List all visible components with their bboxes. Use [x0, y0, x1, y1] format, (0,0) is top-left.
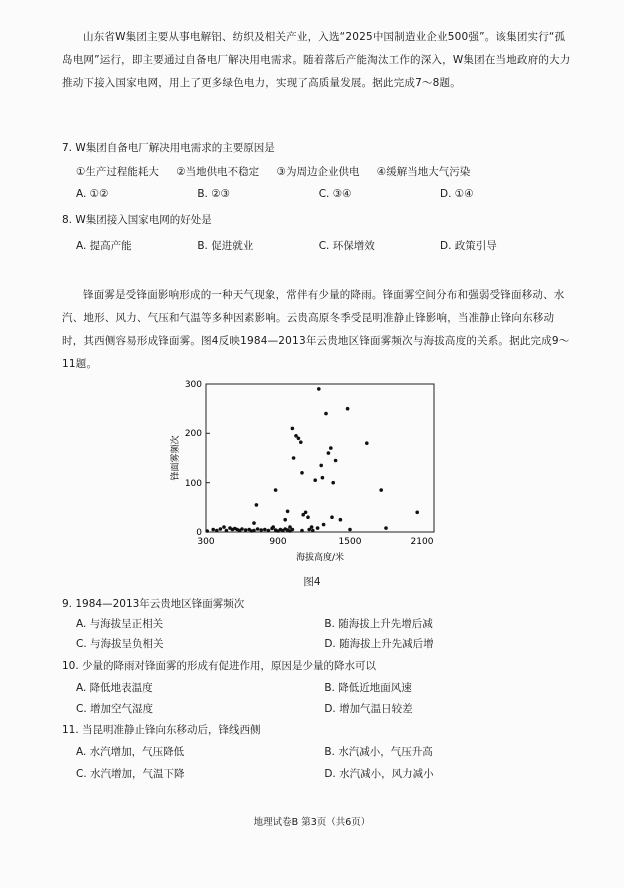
statement: ④缓解当地大气污染 [376, 166, 471, 178]
y-tick-label: 100 [184, 479, 202, 489]
data-point [330, 515, 334, 519]
question-11-stem: 11. 当昆明准静止锋向东移动后，锋线西侧 [62, 724, 261, 736]
option-b: B. 促进就业 [197, 240, 254, 252]
data-point [288, 525, 292, 529]
y-axis-label: 锋面雾频次 [171, 435, 181, 481]
data-point [322, 523, 326, 527]
option-c: C. ③④ [318, 188, 352, 200]
data-point [384, 526, 388, 530]
data-point [297, 437, 301, 441]
question-9-options-row2 [76, 636, 546, 651]
option-d: D. 增加气温日较差 [324, 703, 413, 715]
option-a: A. 降低地表温度 [76, 682, 153, 694]
x-axis-ticks [197, 537, 433, 547]
data-point [339, 518, 343, 522]
x-tick-label: 900 [269, 537, 287, 547]
plot-frame [206, 384, 434, 532]
data-point [334, 459, 338, 463]
data-point [304, 511, 308, 515]
option-d: D. 水汽减小，风力减小 [324, 768, 434, 780]
option-c: C. 环保增效 [318, 240, 375, 252]
x-tick-label: 2100 [410, 537, 434, 547]
option-d: D. 政策引导 [440, 240, 497, 252]
data-point [244, 528, 248, 532]
data-point [329, 446, 333, 450]
passage-w-group: 山东省W集团主要从事电解铝、纺织及相关产业，入选“2025中国制造业企业500强”。该集团实行“孤岛电网”运行，即主要通过自备电厂解决用电需求。随着落后产能淘汰工作的深入，W集团在当地政府的大力推动下接入国家电网，用上了更多绿色电力，实现了高质量发展。据此完成7～8题。 [62, 31, 571, 89]
question-11-options-row1 [76, 744, 546, 759]
data-point [211, 528, 215, 532]
option-c: C. 与海拔呈负相关 [76, 638, 164, 650]
data-point [255, 503, 259, 507]
data-point [263, 528, 267, 532]
data-point [240, 527, 244, 531]
data-point [252, 529, 256, 533]
data-point [283, 518, 287, 522]
data-point [300, 471, 304, 475]
data-point [313, 478, 317, 482]
option-c: C. 水汽增加，气温下降 [76, 768, 185, 780]
data-point [252, 521, 256, 525]
question-10-options-row2 [76, 701, 546, 716]
data-point [307, 528, 311, 532]
y-tick-label: 0 [196, 528, 202, 538]
page-footer: 地理试卷B 第3页（共6页） [253, 817, 371, 828]
data-point [316, 526, 320, 530]
data-point [324, 412, 328, 416]
figure-caption: 图4 [303, 576, 321, 588]
question-7-options [76, 188, 546, 200]
y-tick-label: 200 [184, 429, 202, 439]
statement: ③为周边企业供电 [276, 166, 360, 178]
x-tick-label: 300 [197, 537, 215, 547]
data-point [215, 529, 219, 533]
passage-frontal-fog: 锋面雾是受锋面影响形成的一种天气现象，常伴有少量的降雨。锋面雾空间分布和强弱受锋面移动、水汽、地形、风力、气压和气温等多种因素影响。云贵高原冬季受昆明准静止锋影响，当准静止锋向东移动时，其西侧容易形成锋面雾。图4反映1984—2013年云贵地区锋面雾频次与海拔高度的关系。据此完成9～11题。 [62, 289, 570, 370]
question-7-stem: 7. W集团自备电厂解决用电需求的主要原因是 [62, 142, 275, 154]
option-b: B. ②③ [197, 188, 231, 200]
scatter-chart [160, 376, 450, 572]
data-point [306, 515, 310, 519]
data-point [205, 529, 209, 533]
option-a: A. ①② [76, 188, 109, 200]
y-tick-label: 300 [184, 380, 202, 390]
statement: ②当地供电不稳定 [176, 166, 260, 178]
data-point [346, 407, 350, 411]
data-point [259, 528, 263, 532]
data-point [415, 511, 419, 515]
data-point [311, 529, 315, 533]
data-point [348, 528, 352, 532]
statement: ①生产过程能耗大 [76, 166, 159, 178]
option-b: B. 水汽减小，气压升高 [324, 746, 433, 758]
data-point [292, 456, 296, 460]
data-point [317, 387, 321, 391]
data-point [299, 440, 303, 444]
data-point [225, 529, 229, 533]
data-point [327, 451, 331, 455]
data-point [321, 476, 325, 480]
option-a: A. 与海拔呈正相关 [76, 618, 164, 630]
option-d: D. ①④ [440, 188, 474, 200]
question-11-options-row2 [76, 766, 546, 781]
data-point [271, 525, 275, 529]
x-axis-label: 海拔高度/米 [295, 553, 345, 563]
data-point [379, 488, 383, 492]
question-8-options [76, 238, 546, 253]
option-a: A. 水汽增加，气压降低 [76, 746, 185, 758]
option-d: D. 随海拔上升先减后增 [324, 638, 434, 650]
x-tick-label: 1500 [338, 537, 362, 547]
data-point [331, 481, 335, 485]
data-point [291, 427, 295, 431]
data-point [219, 527, 223, 531]
option-b: B. 降低近地面风速 [324, 682, 412, 694]
option-a: A. 提高产能 [76, 240, 132, 252]
data-point [256, 527, 260, 531]
data-points [205, 387, 419, 533]
data-point [300, 529, 304, 533]
data-point [222, 525, 226, 529]
data-point [365, 441, 369, 445]
question-8-stem: 8. W集团接入国家电网的好处是 [62, 214, 212, 226]
question-9-options-row1 [76, 616, 546, 631]
data-point [286, 510, 290, 514]
question-10-stem: 10. 少量的降雨对锋面雾的形成有促进作用，原因是少量的降水可以 [62, 660, 377, 672]
question-7-statements [76, 164, 484, 179]
option-c: C. 增加空气湿度 [76, 703, 154, 715]
question-9-stem: 9. 1984—2013年云贵地区锋面雾频次 [62, 598, 245, 610]
data-point [274, 488, 278, 492]
data-point [319, 464, 323, 468]
data-point [267, 529, 271, 533]
question-10-options-row1 [76, 680, 546, 695]
option-b: B. 随海拔上升先增后减 [324, 618, 433, 630]
